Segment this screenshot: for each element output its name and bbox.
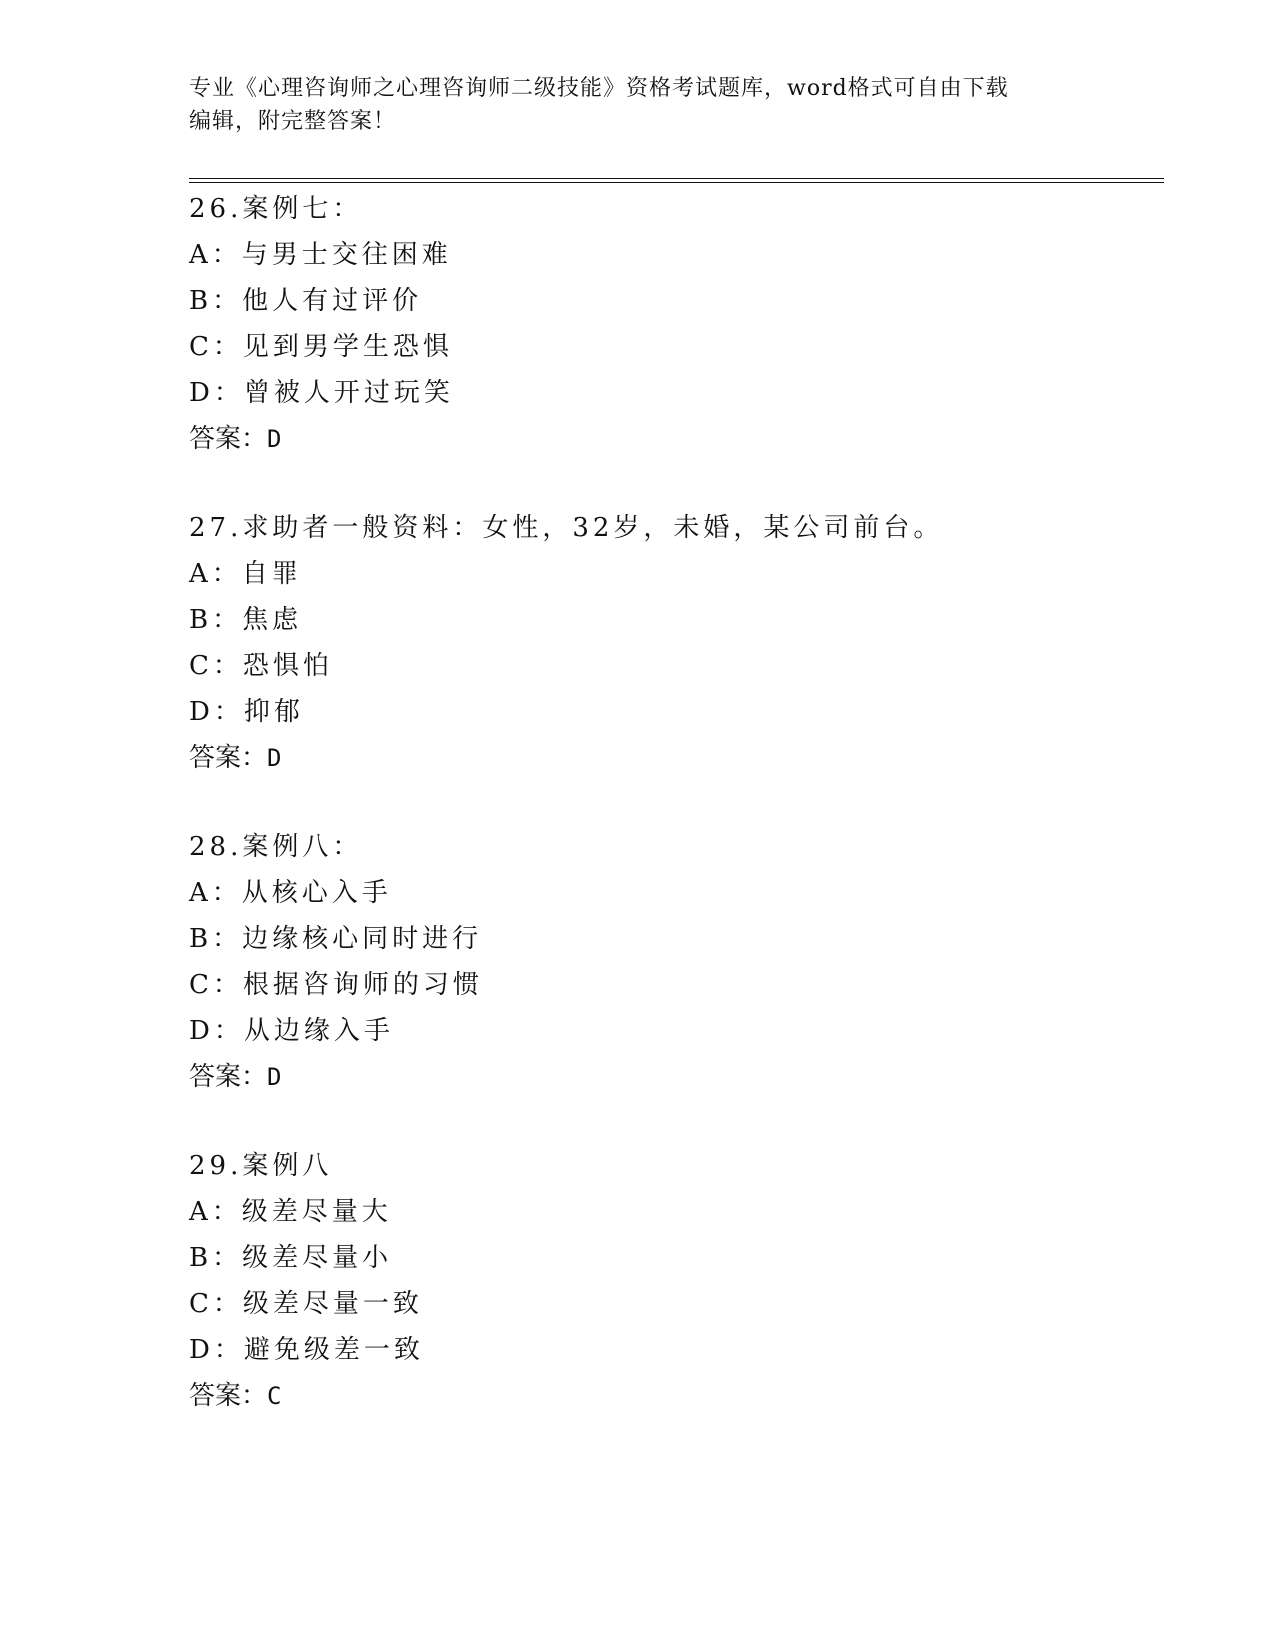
answer-label: 答案： <box>189 1062 268 1092</box>
answer-value: D <box>267 425 282 453</box>
question-stem: 28.案例八： <box>189 832 363 862</box>
header-line-2: 编辑，附完整答案！ <box>189 109 397 134</box>
option-b: B：焦虑 <box>189 605 303 635</box>
option-c: C：见到男学生恐惧 <box>189 332 453 362</box>
question-stem: 26.案例七： <box>189 194 363 224</box>
option-b: B：边缘核心同时进行 <box>189 924 483 954</box>
question-26 <box>189 186 1169 462</box>
answer-label: 答案： <box>189 1381 268 1411</box>
question-stem: 29.案例八 <box>189 1151 333 1181</box>
option-d: D：曾被人开过玩笑 <box>189 378 454 408</box>
option-c: C：恐惧怕 <box>189 651 333 681</box>
option-d: D：抑郁 <box>189 697 304 727</box>
answer-line <box>189 416 1169 462</box>
option-a: A：级差尽量大 <box>189 1197 392 1227</box>
answer-line <box>189 1373 1169 1419</box>
answer-label: 答案： <box>189 424 268 454</box>
question-27 <box>189 505 1169 781</box>
option-d: D：避免级差一致 <box>189 1335 424 1365</box>
header-divider-top <box>189 178 1164 179</box>
answer-line <box>189 1054 1169 1100</box>
option-a: A：自罪 <box>189 559 302 589</box>
answer-value: D <box>267 1063 282 1091</box>
option-d: D：从边缘入手 <box>189 1016 394 1046</box>
question-stem: 27.求助者一般资料：女性，32岁，未婚，某公司前台。 <box>189 513 944 543</box>
answer-value: D <box>267 744 282 772</box>
option-a: A：从核心入手 <box>189 878 392 908</box>
answer-label: 答案： <box>189 743 268 773</box>
option-b: B：级差尽量小 <box>189 1243 393 1273</box>
answer-value: C <box>267 1382 282 1410</box>
question-28 <box>189 824 1169 1100</box>
option-b: B：他人有过评价 <box>189 286 423 316</box>
option-c: C：级差尽量一致 <box>189 1289 423 1319</box>
option-a: A：与男士交往困难 <box>189 240 452 270</box>
answer-line <box>189 735 1169 781</box>
document-header <box>189 72 1069 138</box>
header-line-1: 专业《心理咨询师之心理咨询师二级技能》资格考试题库，word格式可自由下载 <box>189 76 1009 101</box>
option-c: C：根据咨询师的习惯 <box>189 970 483 1000</box>
header-divider-bottom <box>189 182 1164 183</box>
question-29 <box>189 1143 1169 1419</box>
